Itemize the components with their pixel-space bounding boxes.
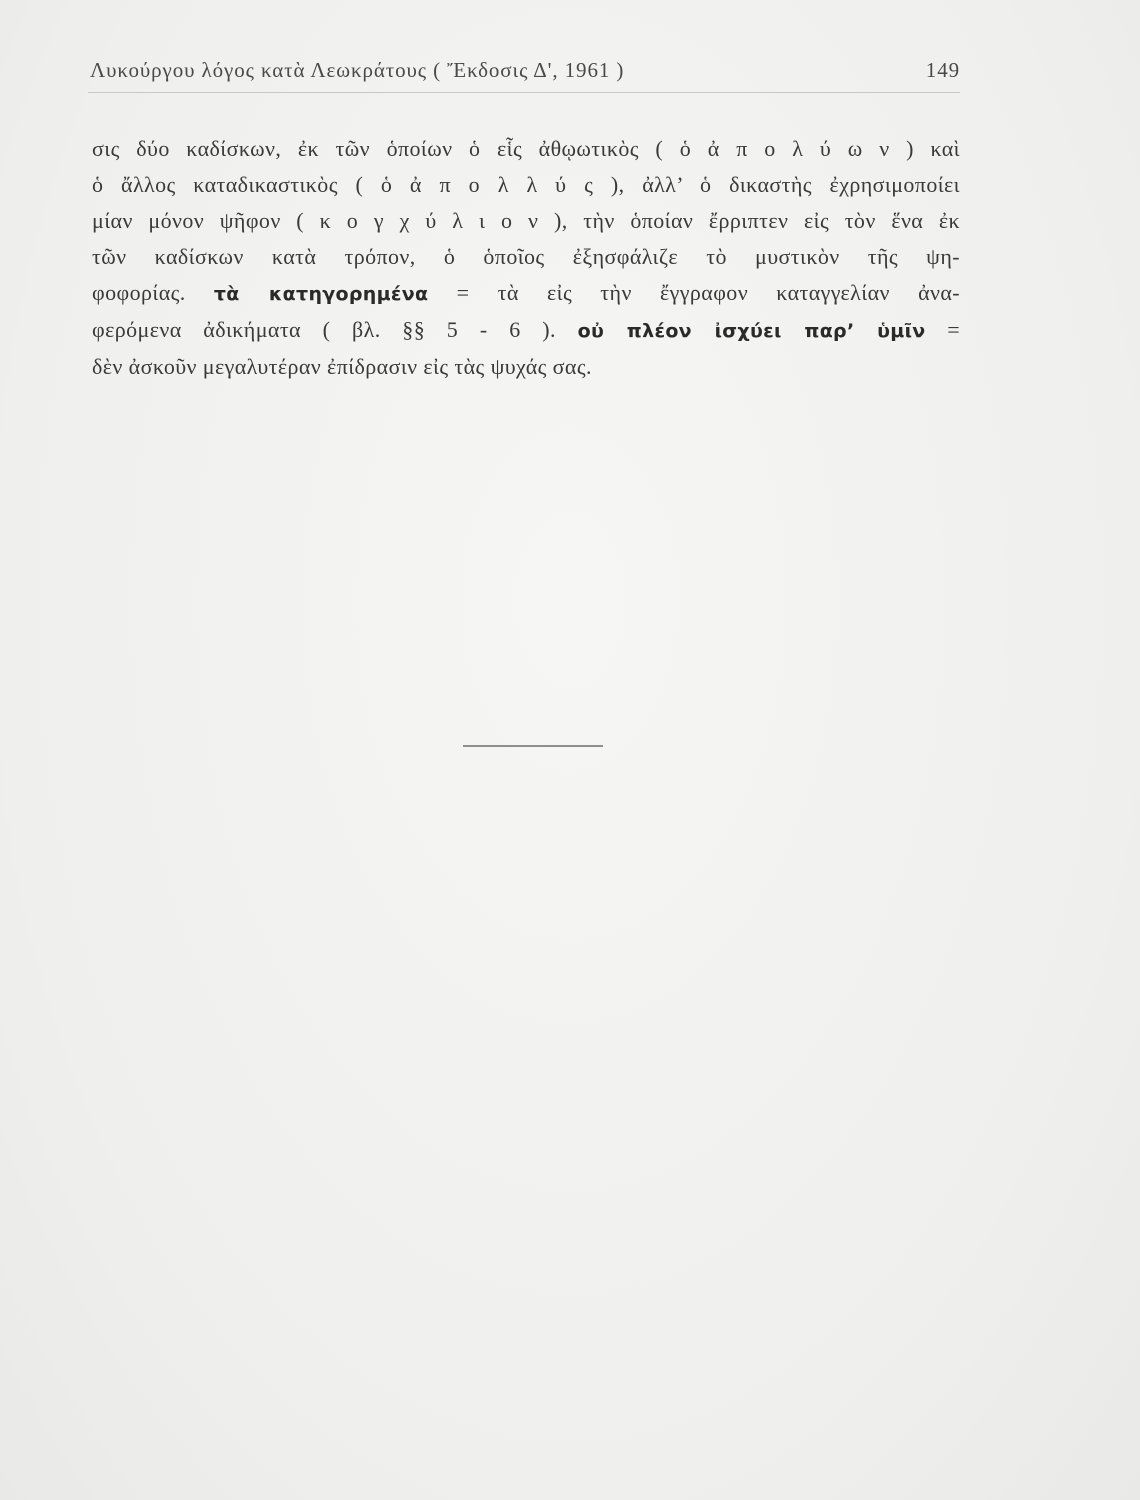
running-head — [90, 58, 960, 90]
text-segment: = τὰ εἰς τὴν ἔγγραφον καταγγελίαν ἀνα- — [428, 280, 960, 305]
text-line — [92, 312, 960, 349]
text-segment: φερόμενα ἀδικήματα ( βλ. §§ 5 - 6 ). — [92, 317, 578, 342]
text-line — [92, 239, 960, 275]
header-rule — [88, 92, 960, 93]
page-number: 149 — [925, 58, 960, 82]
section-end-rule — [463, 745, 603, 747]
bold-lemma: οὐ πλέον ἰσχύει παρ’ ὑμῖν — [577, 320, 926, 342]
text-segment: φοφορίας. — [92, 280, 214, 305]
text-segment: σις δύο καδίσκων, ἐκ τῶν ὁποίων ὁ εἷς ἀθῳωτικὸς ( ὁ ἀ π ο λ ύ ω ν ) καὶ — [92, 136, 960, 161]
commentary-text — [92, 131, 960, 385]
text-line — [92, 167, 960, 203]
text-segment: τῶν καδίσκων κατὰ τρόπον, ὁ ὁποῖος ἐξησφάλιζε τὸ μυστικὸν τῆς ψη- — [92, 244, 960, 269]
text-segment: μίαν μόνον ψῆφον ( κ ο γ χ ύ λ ι ο ν ), τὴν ὁποίαν ἔρριπτεν εἰς τὸν ἕνα ἐκ — [92, 208, 960, 233]
text-segment: δὲν ἀσκοῦν μεγαλυτέραν ἐπίδρασιν εἰς τὰς ψυχάς σας. — [92, 354, 592, 379]
text-line — [92, 349, 960, 385]
text-segment: = — [925, 317, 960, 342]
bold-lemma: τὰ κατηγορημένα — [213, 283, 429, 305]
text-line — [92, 131, 960, 167]
running-title: Λυκούργου λόγος κατὰ Λεωκράτους ( Ἔκδοσις Δ', 1961 ) — [90, 58, 625, 82]
text-line — [92, 203, 960, 239]
text-line — [92, 275, 960, 312]
text-segment: ὁ ἄλλος καταδικαστικὸς ( ὁ ἀ π ο λ λ ύ ς ), ἀλλ’ ὁ δικαστὴς ἐχρησιμοποίει — [92, 172, 960, 197]
